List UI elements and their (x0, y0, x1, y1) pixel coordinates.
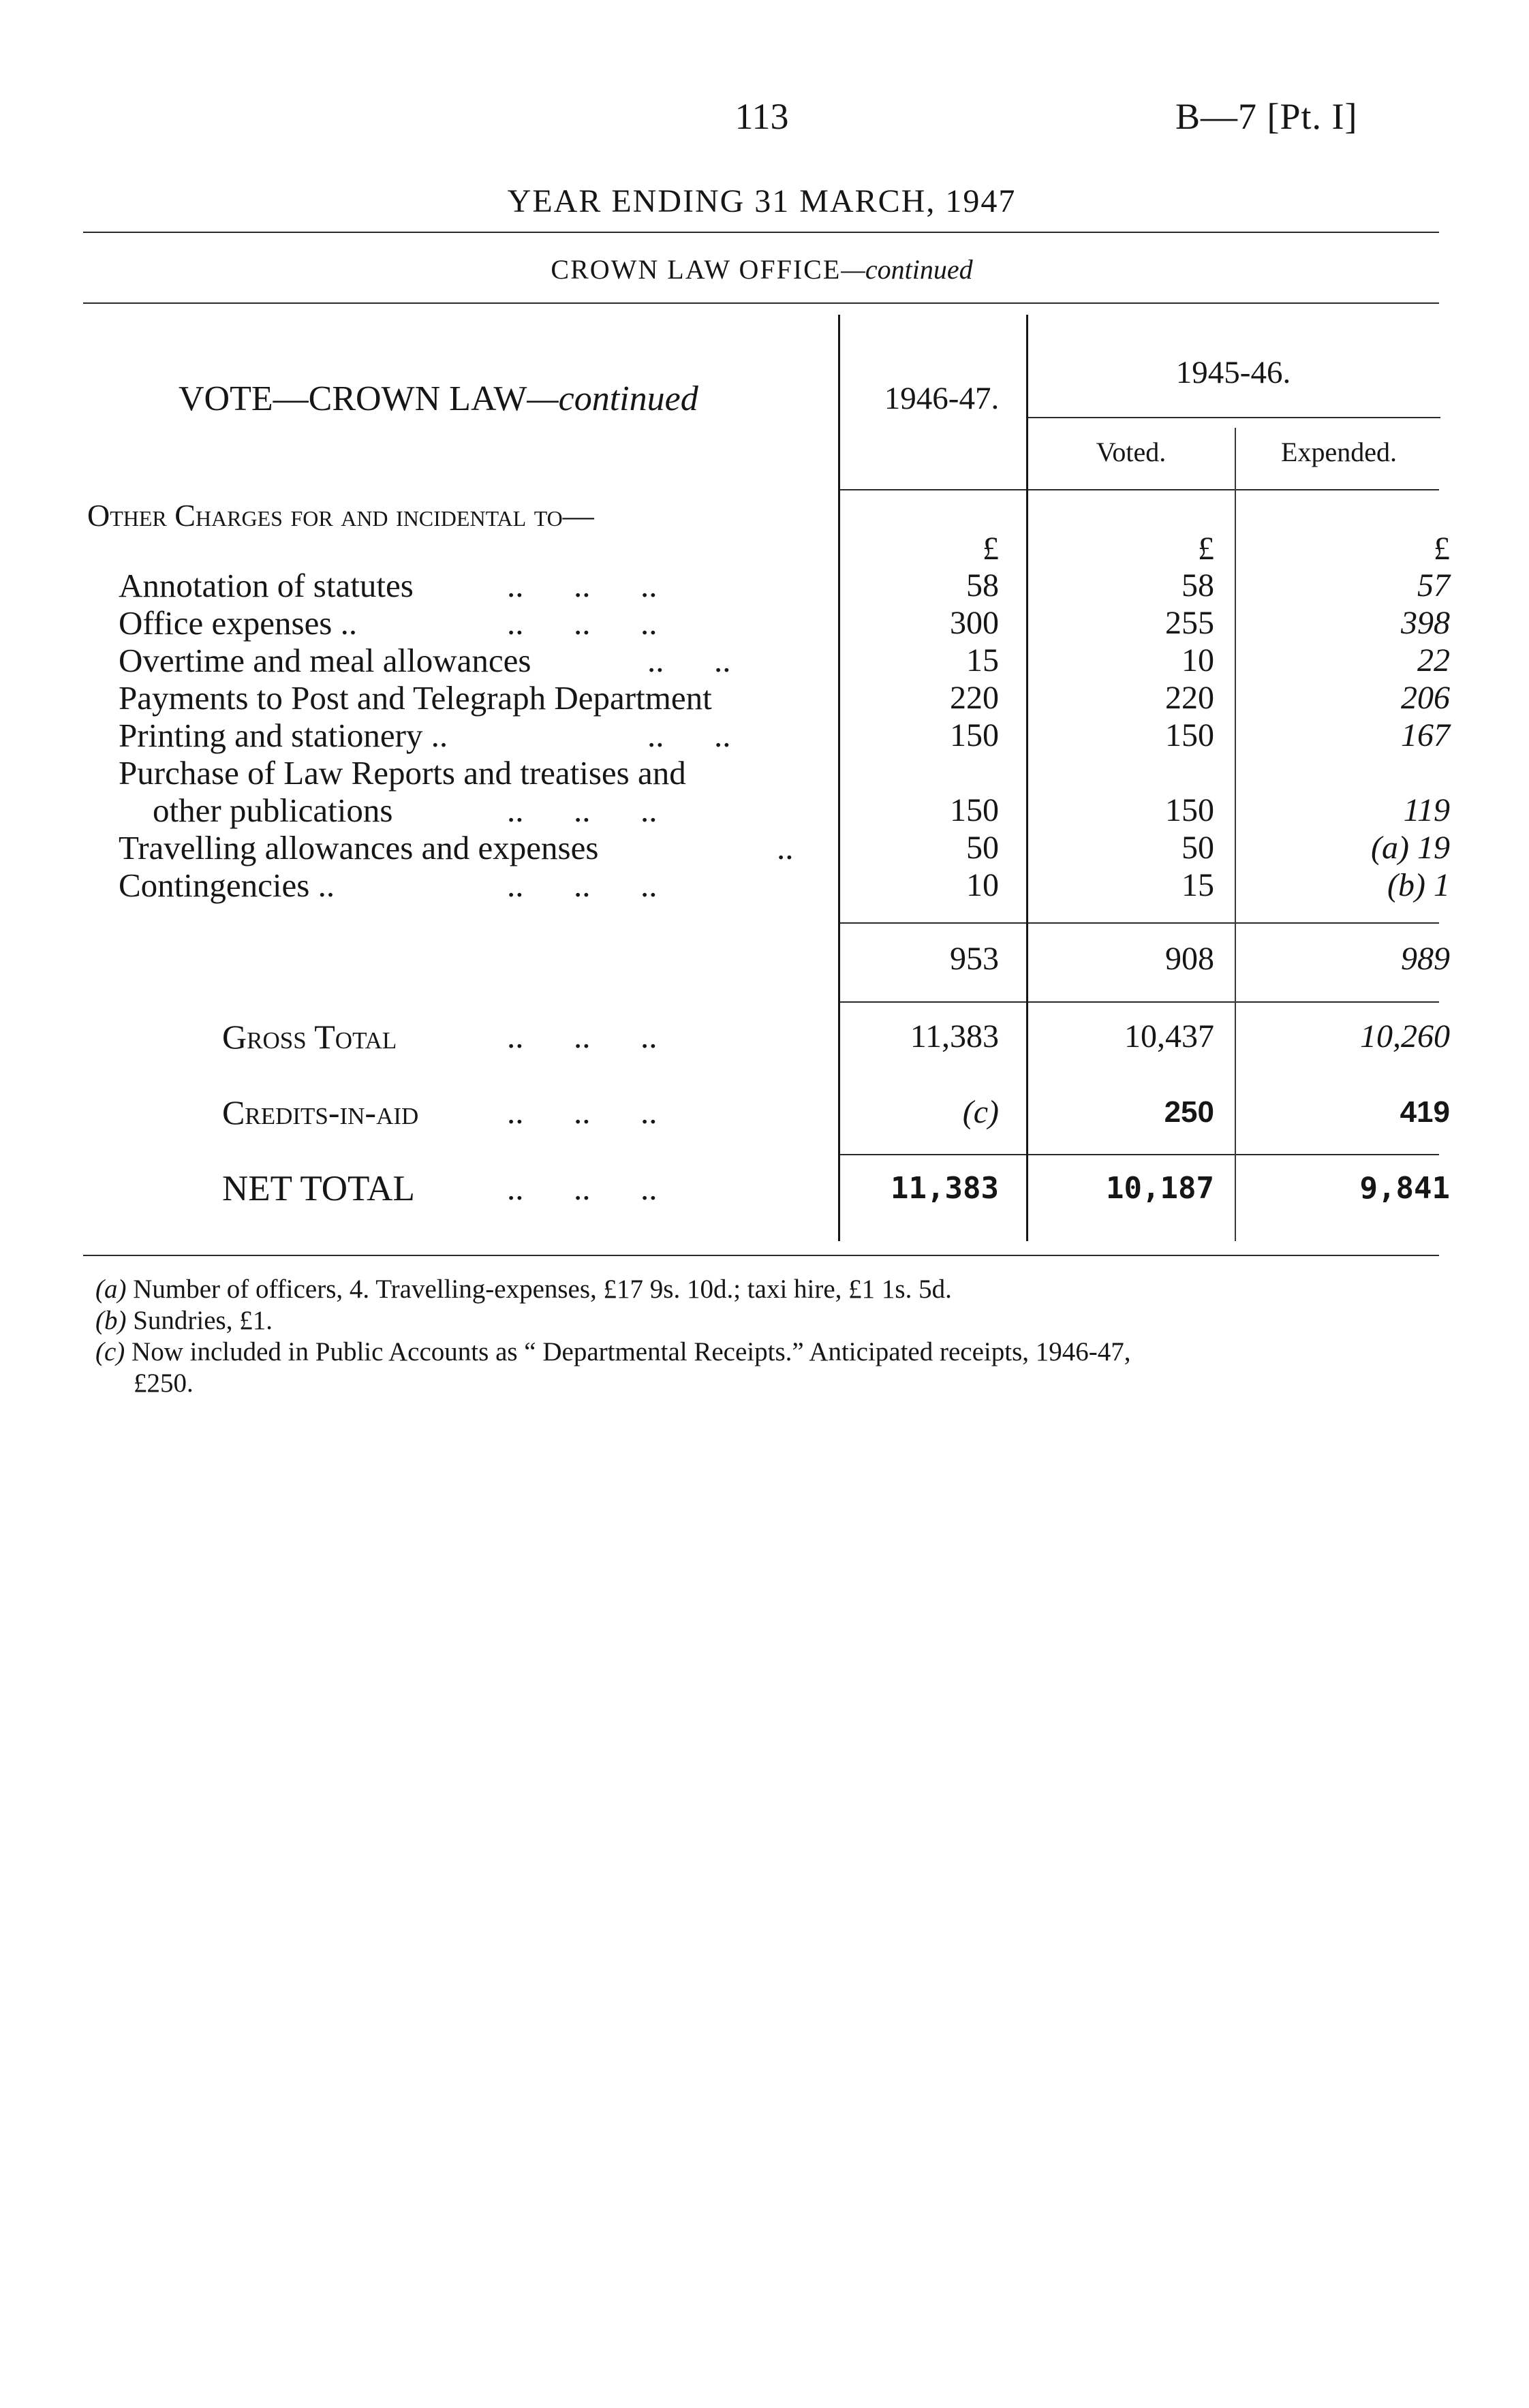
row-label-office-expenses: Office expenses .. (119, 604, 358, 642)
row-expended: 206 (1401, 680, 1450, 716)
currency-current: £ (983, 531, 999, 567)
rule-subtotal-bottom (839, 1001, 1439, 1003)
rule-subtotal-top (839, 922, 1439, 924)
footnote-a (95, 1274, 952, 1305)
row-label-printing: Printing and stationery .. (119, 717, 448, 754)
row-voted: 58 (1182, 567, 1214, 604)
net-total-label: NET TOTAL (222, 1169, 415, 1208)
footnote-text: Now included in Public Accounts as “ Departmental Receipts.” Anticipated receipts, 1946-47, (132, 1337, 1131, 1366)
row-current: 10 (966, 867, 999, 903)
row-current: 300 (950, 605, 999, 641)
row-expended: 167 (1401, 717, 1450, 753)
row-current: 220 (950, 680, 999, 716)
vote-suffix: —continued (527, 379, 698, 418)
net-total-current: 11,383 (891, 1171, 999, 1206)
column-rule-right (1235, 428, 1236, 1241)
office-heading (551, 253, 972, 285)
row-label-overtime: Overtime and meal allowances (119, 642, 531, 679)
row-leader: .. .. (647, 717, 731, 754)
row-label-contingencies: Contingencies .. (119, 866, 335, 904)
rule-net-top (839, 1154, 1439, 1155)
subtotal-current: 953 (950, 941, 999, 977)
row-voted: 150 (1165, 717, 1214, 753)
page-reference: B—7 [Pt. I] (1175, 96, 1358, 137)
rule-header-bottom (839, 489, 1439, 490)
gross-total-label: Gross Total (222, 1018, 397, 1056)
row-label-law-reports-cont: other publications (153, 792, 393, 829)
row-current: 58 (966, 567, 999, 604)
row-leader: .. .. .. (507, 866, 658, 904)
gross-total-current: 11,383 (910, 1018, 999, 1054)
row-label-law-reports: Purchase of Law Reports and treatises and (119, 754, 686, 792)
footnote-c (95, 1336, 1131, 1368)
row-expended (1293, 829, 1450, 867)
note-marker: (b) (1387, 867, 1425, 903)
row-voted: 255 (1165, 605, 1214, 641)
col-header-voted: Voted. (1096, 437, 1167, 467)
row-current: 150 (950, 717, 999, 753)
row-current: 15 (966, 642, 999, 678)
currency-voted: £ (1198, 531, 1214, 567)
row-expended: 22 (1417, 642, 1450, 678)
vote-title (179, 379, 698, 419)
subtotal-voted: 908 (1165, 941, 1214, 977)
net-total-leader: .. .. .. (507, 1170, 658, 1207)
rule-header-split (1026, 417, 1440, 418)
row-leader: .. .. .. (507, 792, 658, 829)
net-total-expended: 9,841 (1359, 1171, 1450, 1206)
rule-top-1 (83, 232, 1439, 233)
row-label-annotation: Annotation of statutes (119, 567, 414, 604)
footnote-mark: (b) (95, 1306, 127, 1335)
currency-expended: £ (1434, 531, 1450, 567)
row-label-travelling: Travelling allowances and expenses (119, 829, 599, 866)
column-rule-middle (1026, 315, 1028, 1241)
gross-total-expended: 10,260 (1360, 1018, 1450, 1054)
footnote-text: Sundries, £1. (133, 1306, 273, 1335)
col-header-expended: Expended. (1281, 437, 1397, 467)
column-rule-left (838, 315, 840, 1241)
row-expended: 398 (1401, 605, 1450, 641)
note-marker: (a) (1371, 830, 1409, 866)
row-current: 50 (966, 830, 999, 866)
col-header-1945-46: 1945-46. (1175, 355, 1291, 390)
row-leader: .. .. .. (507, 604, 658, 642)
credits-in-aid-voted: 250 (1164, 1095, 1214, 1129)
row-voted: 150 (1165, 792, 1214, 828)
year-heading: YEAR ENDING 31 MARCH, 1947 (507, 183, 1017, 219)
page-number: 113 (735, 96, 789, 137)
expended-value: 1 (1434, 867, 1450, 903)
credits-in-aid-leader: .. .. .. (507, 1093, 658, 1131)
footnote-b (95, 1305, 273, 1336)
row-expended: 119 (1403, 792, 1450, 828)
credits-in-aid-expended: 419 (1400, 1095, 1450, 1129)
footnote-mark: (a) (95, 1275, 127, 1304)
expended-value: 19 (1417, 830, 1450, 866)
row-leader: .. (777, 829, 794, 866)
vote-name: VOTE—CROWN LAW (179, 379, 527, 418)
gross-total-voted: 10,437 (1124, 1018, 1214, 1054)
row-leader: .. .. (647, 642, 731, 679)
gross-total-leader: .. .. .. (507, 1018, 658, 1055)
row-expended (1293, 866, 1450, 905)
rule-bottom (83, 1255, 1439, 1256)
subtotal-expended: 989 (1401, 941, 1450, 977)
section-heading: Other Charges for and incidental to— (87, 498, 594, 533)
rule-top-2 (83, 302, 1439, 304)
row-voted: 220 (1165, 680, 1214, 716)
row-current: 150 (950, 792, 999, 828)
credits-in-aid-label: Credits-in-aid (222, 1093, 419, 1131)
footnote-c-cont: £250. (134, 1369, 194, 1398)
row-leader: .. .. .. (507, 567, 658, 604)
footnote-mark: (c) (95, 1337, 125, 1366)
row-expended: 57 (1417, 567, 1450, 604)
net-total-voted: 10,187 (1106, 1171, 1214, 1206)
office-suffix: —continued (841, 254, 973, 285)
office-name: CROWN LAW OFFICE (551, 254, 841, 285)
row-label-post-telegraph: Payments to Post and Telegraph Department (119, 679, 712, 717)
row-voted: 50 (1182, 830, 1214, 866)
row-voted: 15 (1182, 867, 1214, 903)
row-voted: 10 (1182, 642, 1214, 678)
credits-in-aid-current: (c) (962, 1094, 999, 1130)
col-header-1946-47: 1946-47. (884, 381, 1000, 416)
footnote-text: Number of officers, 4. Travelling-expenses, £17 9s. 10d.; taxi hire, £1 1s. 5d. (133, 1275, 952, 1304)
